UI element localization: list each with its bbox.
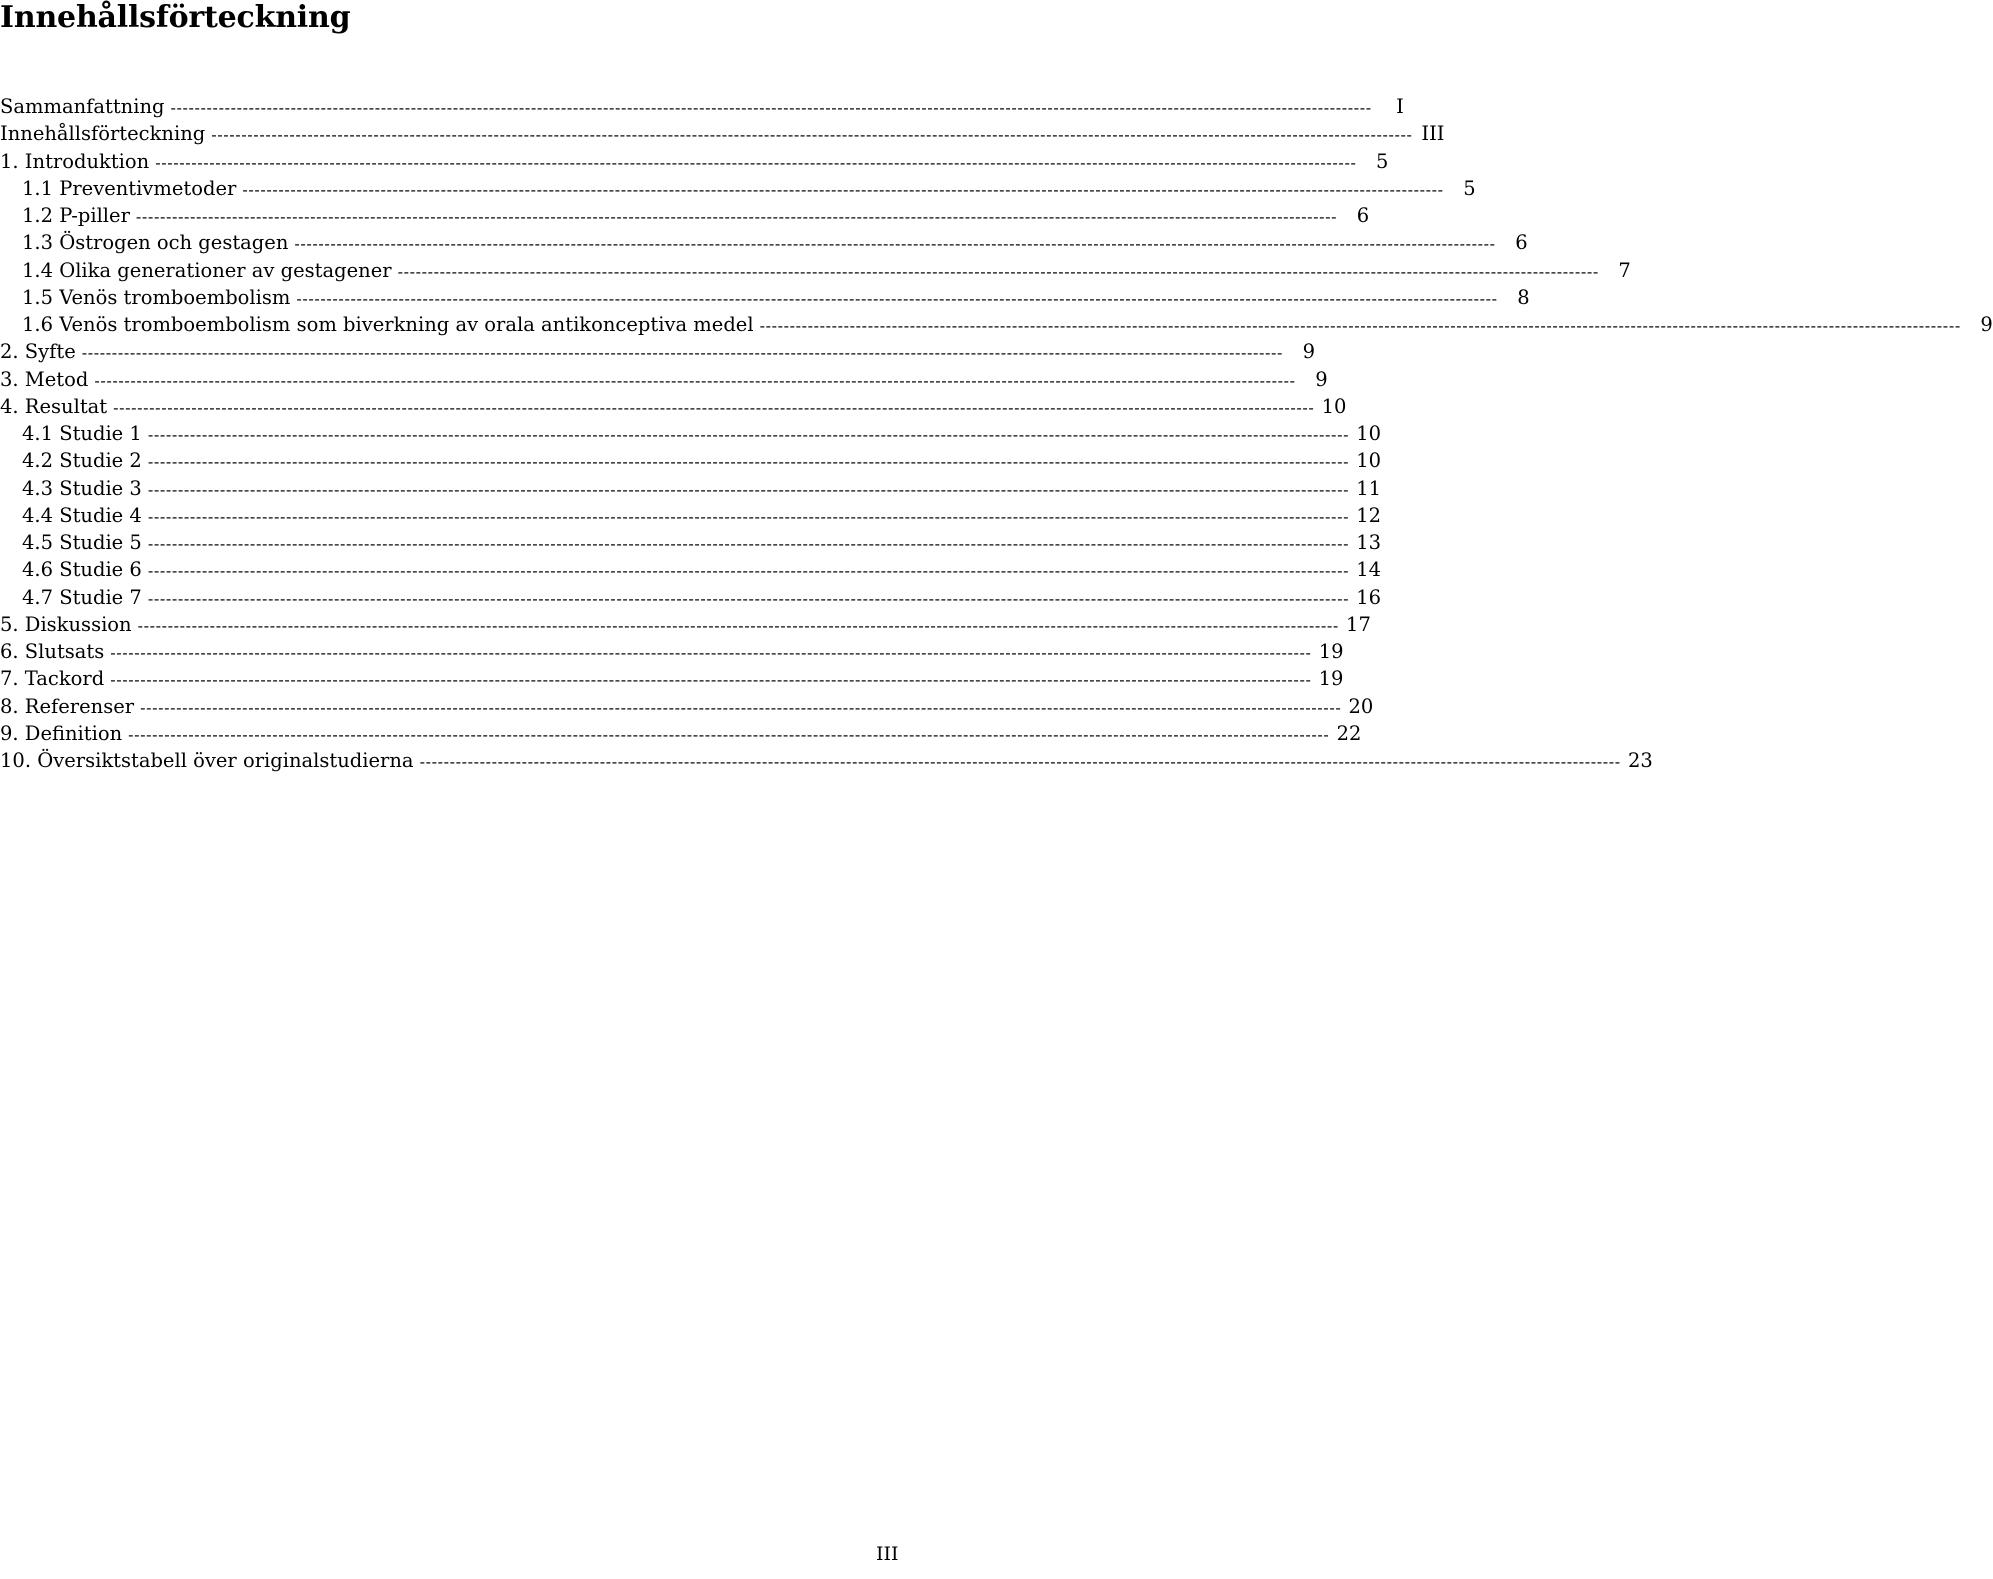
toc-entry-label[interactable]: 1.1 Preventivmetoder (22, 176, 237, 200)
toc-entry-label[interactable]: 4.7 Studie 7 (22, 585, 142, 609)
toc-entry-page[interactable]: 6 (1356, 204, 1370, 227)
toc-entry-page[interactable]: 17 (1346, 612, 1371, 636)
dot-leader: -------------------------------------------------------------------------------------------------------------------------------------------------------------------------------------------------------- (759, 316, 1961, 335)
toc-entry-label[interactable]: 4. Resultat (0, 394, 108, 418)
toc-entry[interactable] (0, 338, 1316, 365)
toc-entry-page[interactable]: 22 (1336, 721, 1362, 745)
toc-entry-label[interactable]: 4.2 Studie 2 (22, 449, 142, 473)
dot-leader: -------------------------------------------------------------------------------------------------------------------------------------------------------------------------------------------------------- (397, 261, 1599, 281)
dot-leader: -------------------------------------------------------------------------------------------------------------------------------------------------------------------------------------------------------- (147, 479, 1350, 499)
toc-entry-page[interactable]: 19 (1318, 640, 1344, 663)
toc-entry[interactable] (0, 229, 1528, 256)
toc-entry-page[interactable]: 9 (1980, 313, 1993, 336)
toc-entry[interactable] (0, 747, 1653, 774)
dot-leader: -------------------------------------------------------------------------------------------------------------------------------------------------------------------------------------------------------- (294, 234, 1496, 254)
dot-leader: -------------------------------------------------------------------------------------------------------------------------------------------------------------------------------------------------------- (94, 370, 1296, 390)
dot-leader: -------------------------------------------------------------------------------------------------------------------------------------------------------------------------------------------------------- (170, 98, 1372, 117)
dot-leader: -------------------------------------------------------------------------------------------------------------------------------------------------------------------------------------------------------- (242, 179, 1444, 199)
toc-entry-page[interactable]: 13 (1356, 531, 1382, 554)
toc-entry-page[interactable]: 5 (1463, 176, 1476, 200)
toc-entry[interactable] (0, 202, 1370, 229)
dot-leader: -------------------------------------------------------------------------------------------------------------------------------------------------------------------------------------------------------- (211, 125, 1413, 145)
toc-entry-label[interactable]: 2. Syfte (0, 340, 76, 364)
dot-leader: -------------------------------------------------------------------------------------------------------------------------------------------------------------------------------------------------------- (128, 724, 1330, 744)
toc-entry-page[interactable]: 14 (1356, 558, 1382, 582)
dot-leader: -------------------------------------------------------------------------------------------------------------------------------------------------------------------------------------------------------- (81, 343, 1284, 363)
toc-entry-label[interactable]: Sammanfattning (0, 95, 165, 118)
toc-entry[interactable] (0, 475, 1382, 502)
toc-entry-label[interactable]: 8. Referenser (0, 694, 135, 718)
toc-entry-page[interactable]: 16 (1356, 585, 1382, 609)
toc-entry-label[interactable]: 10. Översiktstabell över originalstudierna (0, 749, 414, 772)
dot-leader: -------------------------------------------------------------------------------------------------------------------------------------------------------------------------------------------------------- (113, 397, 1315, 417)
toc-entry-label[interactable]: 1.5 Venös tromboembolism (22, 285, 291, 309)
toc-entry[interactable] (0, 284, 1530, 311)
dot-leader: -------------------------------------------------------------------------------------------------------------------------------------------------------------------------------------------------------- (135, 207, 1338, 226)
dot-leader: -------------------------------------------------------------------------------------------------------------------------------------------------------------------------------------------------------- (419, 752, 1621, 771)
toc-entry[interactable] (0, 611, 1371, 638)
toc-entry-page[interactable]: 10 (1356, 422, 1382, 445)
toc-entry[interactable] (0, 420, 1382, 447)
toc-entry-page[interactable]: 20 (1348, 694, 1374, 718)
toc-entry[interactable] (0, 502, 1382, 529)
toc-entry-page[interactable]: 9 (1315, 367, 1328, 391)
toc-entry[interactable] (0, 720, 1362, 747)
table-of-contents (0, 93, 1993, 774)
toc-entry-label[interactable]: 3. Metod (0, 367, 89, 391)
toc-entry-page[interactable]: 6 (1515, 231, 1528, 255)
dot-leader: -------------------------------------------------------------------------------------------------------------------------------------------------------------------------------------------------------- (147, 534, 1350, 553)
toc-entry[interactable] (0, 93, 1404, 120)
dot-leader: -------------------------------------------------------------------------------------------------------------------------------------------------------------------------------------------------------- (296, 288, 1498, 308)
toc-entry[interactable] (0, 447, 1382, 474)
toc-entry-page[interactable]: 19 (1318, 667, 1344, 691)
toc-entry-label[interactable]: 1. Introduktion (0, 149, 150, 173)
toc-entry-page[interactable]: 5 (1376, 149, 1389, 173)
toc-entry[interactable] (0, 556, 1382, 583)
toc-entry-label[interactable]: 6. Slutsats (0, 640, 105, 663)
toc-entry-page[interactable]: I (1396, 95, 1404, 118)
toc-entry[interactable] (0, 529, 1382, 556)
dot-leader: -------------------------------------------------------------------------------------------------------------------------------------------------------------------------------------------------------- (147, 425, 1350, 444)
toc-entry[interactable] (0, 311, 1993, 338)
dot-leader: -------------------------------------------------------------------------------------------------------------------------------------------------------------------------------------------------------- (110, 643, 1312, 662)
toc-entry[interactable] (0, 257, 1631, 284)
dot-leader: -------------------------------------------------------------------------------------------------------------------------------------------------------------------------------------------------------- (147, 588, 1350, 608)
toc-entry-label[interactable]: 7. Tackord (0, 667, 105, 691)
toc-entry-page[interactable]: 10 (1321, 394, 1347, 418)
toc-entry-label[interactable]: 4.4 Studie 4 (22, 503, 142, 527)
toc-entry-page[interactable]: 7 (1618, 258, 1631, 282)
toc-entry[interactable] (0, 120, 1445, 147)
toc-entry-label[interactable]: 1.4 Olika generationer av gestagener (22, 258, 392, 282)
toc-entry-label[interactable]: Innehållsförteckning (0, 122, 206, 146)
toc-entry-label[interactable]: 4.5 Studie 5 (22, 531, 142, 554)
toc-entry-label[interactable]: 1.6 Venös tromboembolism som biverkning av orala antikonceptiva medel (22, 313, 754, 336)
dot-leader: -------------------------------------------------------------------------------------------------------------------------------------------------------------------------------------------------------- (147, 506, 1350, 526)
page-title: Innehållsförteckning (0, 0, 351, 35)
toc-entry[interactable] (0, 175, 1476, 202)
toc-entry-page[interactable]: 11 (1356, 476, 1382, 500)
dot-leader: -------------------------------------------------------------------------------------------------------------------------------------------------------------------------------------------------------- (147, 452, 1350, 472)
dot-leader: -------------------------------------------------------------------------------------------------------------------------------------------------------------------------------------------------------- (147, 561, 1350, 581)
toc-entry-label[interactable]: 9. Definition (0, 721, 123, 745)
toc-entry-label[interactable]: 4.6 Studie 6 (22, 558, 142, 582)
toc-entry-label[interactable]: 4.3 Studie 3 (22, 476, 142, 500)
toc-entry[interactable] (0, 393, 1347, 420)
toc-entry-page[interactable]: 9 (1302, 340, 1316, 364)
toc-entry-label[interactable]: 4.1 Studie 1 (22, 422, 142, 445)
toc-entry-page[interactable]: 12 (1356, 503, 1382, 527)
dot-leader: -------------------------------------------------------------------------------------------------------------------------------------------------------------------------------------------------------- (137, 615, 1339, 635)
toc-entry-label[interactable]: 1.2 P-piller (22, 204, 130, 227)
toc-entry-label[interactable]: 1.3 Östrogen och gestagen (22, 231, 289, 255)
toc-entry[interactable] (0, 584, 1382, 611)
toc-entry[interactable] (0, 638, 1344, 665)
dot-leader: -------------------------------------------------------------------------------------------------------------------------------------------------------------------------------------------------------- (110, 670, 1312, 690)
toc-entry-page[interactable]: 8 (1517, 285, 1530, 309)
toc-entry[interactable] (0, 366, 1328, 393)
dot-leader: -------------------------------------------------------------------------------------------------------------------------------------------------------------------------------------------------------- (140, 697, 1342, 717)
toc-entry[interactable] (0, 693, 1374, 720)
dot-leader: -------------------------------------------------------------------------------------------------------------------------------------------------------------------------------------------------------- (155, 152, 1357, 172)
page-number: III (876, 1543, 899, 1565)
toc-entry[interactable] (0, 148, 1389, 175)
toc-entry-page[interactable]: 23 (1627, 749, 1653, 772)
toc-entry[interactable] (0, 665, 1344, 692)
toc-entry-label[interactable]: 5. Diskussion (0, 612, 132, 636)
toc-entry-page[interactable]: III (1421, 122, 1445, 146)
toc-entry-page[interactable]: 10 (1356, 449, 1382, 473)
